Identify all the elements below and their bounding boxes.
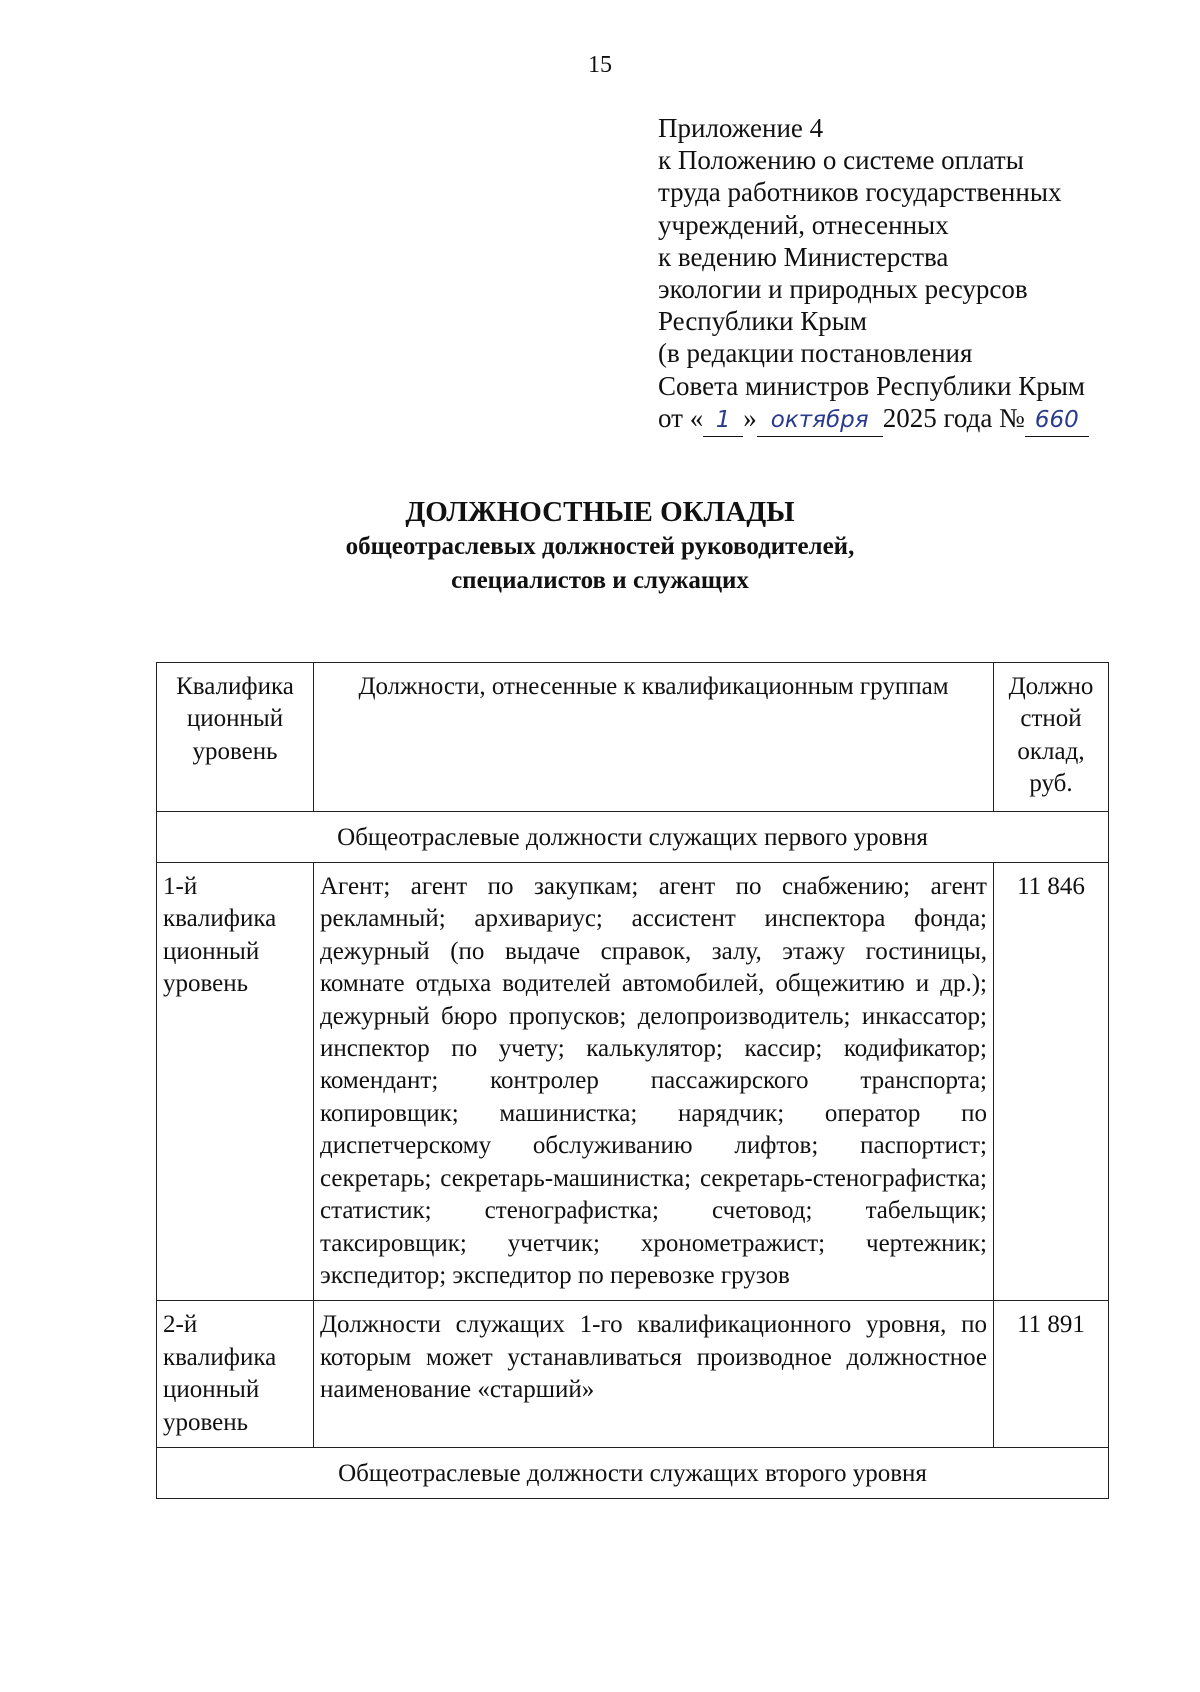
title-sub-line-1: общеотраслевых должностей руководителей, — [345, 533, 855, 560]
appendix-line: труда работников государственных — [658, 177, 1062, 208]
handwritten-number: 660 — [1025, 404, 1089, 437]
appendix-line: к ведению Министерства — [658, 241, 949, 272]
row-positions: Агент; агент по закупкам; агент по снабжению; агент рекламный; архивариус; ассистент инспектора фонда; дежурный (по выдаче справок, залу, этажу гостиницы, комнате отдыха водителей автомобилей, общежитию и др.); дежурный бюро пропусков; делопроизводитель; инкассатор; инспектор по учету; калькулятор; кассир; кодификатор; комендант; контролер пассажирского транспорта; копировщик; машинистка; нарядчик; оператор по диспетчерскому обслуживанию лифтов; паспортист; секретарь; секретарь-машинистка; секретарь-стенографистка; статистик; стенографистка; счетовод; табельщик; таксировщик; учетчик; хронометражист; чертежник; экспедитор; экспедитор по перевозке грузов — [314, 863, 994, 1301]
section-title-first-level: Общеотраслевые должности служащих первого уровня — [157, 811, 1109, 862]
row-level: 2-й квалифика ционный уровень — [157, 1301, 314, 1448]
section-row — [157, 1447, 1109, 1498]
appendix-line: к Положению о системе оплаты — [658, 145, 1024, 176]
appendix-line: Республики Крым — [658, 306, 867, 337]
appendix-line: экологии и природных ресурсов — [658, 274, 1028, 305]
title-sub-line-2: специалистов и служащих — [451, 567, 749, 594]
header-salary: Должно стной оклад, руб. — [994, 663, 1109, 812]
section-row — [157, 811, 1109, 862]
appendix-line: (в редакции постановления — [658, 338, 973, 369]
date-year: 2025 года № — [882, 402, 1025, 433]
handwritten-month: октября — [757, 404, 883, 437]
date-prefix: от « — [658, 402, 704, 433]
appendix-line: Приложение 4 — [658, 113, 824, 143]
row-positions: Должности служащих 1-го квалификационного уровня, по которым может устанавливаться производное должностное наименование «старший» — [314, 1301, 994, 1448]
header-positions: Должности, отнесенные к квалификационным группам — [314, 663, 994, 812]
title-main: ДОЛЖНОСТНЫЕ ОКЛАДЫ — [405, 496, 795, 528]
date-day-close: » — [743, 402, 757, 433]
table-header-row — [157, 663, 1109, 812]
table-row — [157, 863, 1109, 1301]
row-level: 1-й квалифика ционный уровень — [157, 863, 314, 1301]
handwritten-day: 1 — [703, 404, 743, 437]
row-salary: 11 846 — [994, 863, 1109, 1301]
appendix-line: Совета министров Республики Крым — [658, 370, 1085, 401]
table-row — [157, 1301, 1109, 1448]
header-level: Квалифика ционный уровень — [157, 663, 314, 812]
document-title — [0, 494, 1200, 598]
section-title-second-level: Общеотраслевые должности служащих второго уровня — [157, 1447, 1109, 1498]
appendix-date-line — [658, 402, 1158, 437]
appendix-header — [658, 112, 1158, 437]
page-number: 15 — [588, 52, 612, 78]
appendix-line: учреждений, отнесенных — [658, 209, 949, 240]
row-salary: 11 891 — [994, 1301, 1109, 1448]
salary-table — [156, 662, 1109, 1499]
